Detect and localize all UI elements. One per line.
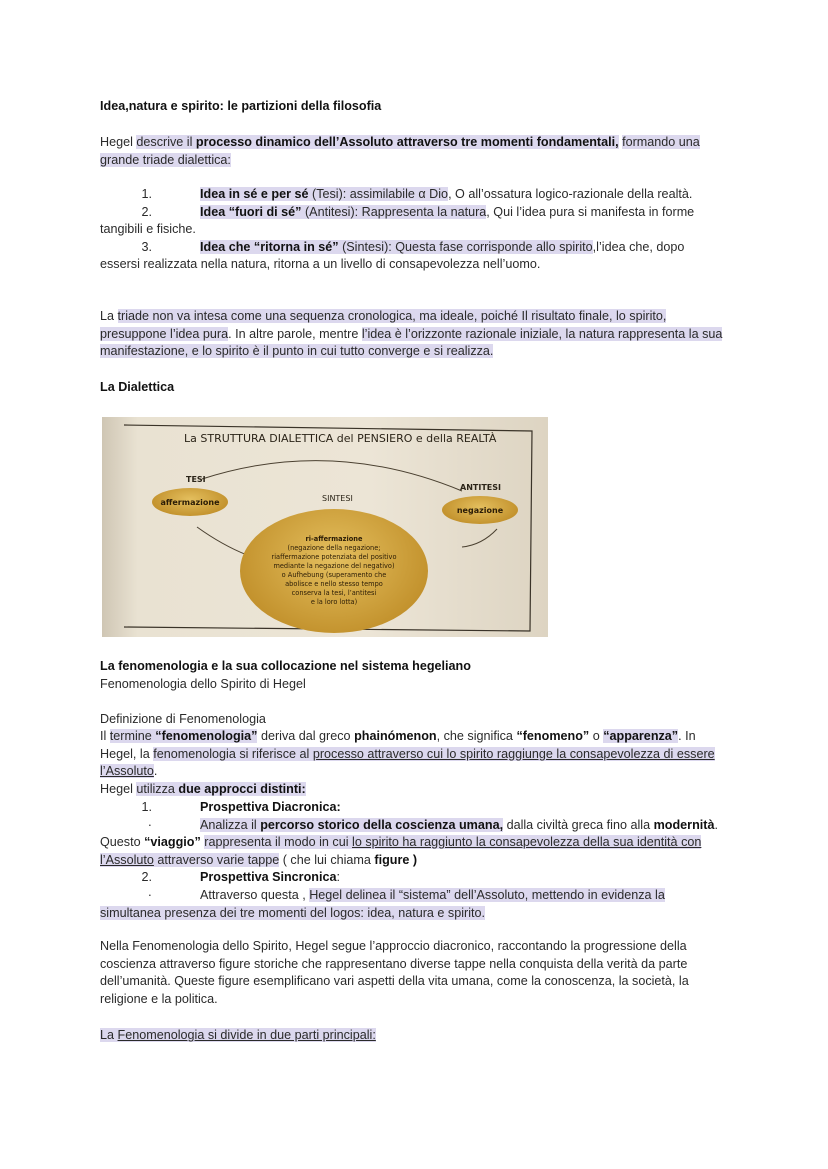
section-title: Idea,natura e spirito: le partizioni della filosofia: [100, 99, 382, 113]
text-segment: attraverso varie tappe: [153, 852, 280, 867]
text-segment: lo spirito ha raggiunto la consapevolezza della sua identità con l’Assoluto: [100, 835, 702, 867]
text-segment: Fenomenologia si divide in due parti principali:: [117, 1028, 376, 1042]
diacronica-item: 1. Prospettiva Diacronica:: [141, 800, 341, 814]
text-segment: fenomenologia si riferisce al: [153, 746, 313, 761]
tesi-label: TESI: [186, 475, 206, 484]
sintesi-line: riaffermazione potenziata del positivo: [271, 553, 397, 561]
text-segment: Attraverso questa ,: [200, 887, 310, 902]
sintesi-oval: [240, 509, 428, 633]
triad-item: 1. Idea in sé e per sé (Tesi): assimilabile α Dio, O all’ossatura logico-razionale della realtà.: [141, 187, 693, 201]
sintesi-line: conserva la tesi, l’antitesi: [291, 589, 377, 597]
text-segment: “fenomeno”: [516, 729, 590, 743]
text-segment: modernità: [653, 817, 715, 832]
text-segment: , Qui l’idea pura si manifesta in forme tangibili e fisiche.: [100, 204, 695, 237]
diacronica-bullet: · Analizza il percorso storico della coscienza umana, dalla civiltà greca fino alla modernità. Questo “viaggio” rappresenta il modo in cui lo spirito ha raggiunto la consapevolezza della sua identità con l’Assoluto attraverso varie tappe ( che lui chiama figure ): [100, 817, 718, 867]
text-segment: La: [100, 1028, 118, 1042]
text-segment: o: [589, 729, 604, 743]
text-segment: deriva dal greco: [257, 729, 355, 743]
triad-paragraph: [100, 308, 725, 361]
sintesi-line: abolisce e nello stesso tempo: [285, 580, 383, 588]
sintesi-label: SINTESI: [322, 494, 353, 503]
text-segment: , che significa: [436, 729, 517, 743]
arrow-tesi-antitesi: [202, 461, 462, 491]
text-segment: percorso storico della coscienza umana,: [260, 817, 504, 832]
triad-list: [100, 186, 725, 274]
antitesi-label: ANTITESI: [460, 483, 501, 492]
text-segment: Idea in sé e per sé: [200, 187, 309, 201]
sintesi-title: ri-affermazione: [305, 535, 363, 543]
text-segment: . In Hegel, la: [100, 729, 696, 761]
text-segment: Idea “fuori di sé”: [200, 204, 302, 219]
text-segment: ,l’idea che, dopo essersi realizzata nella natura, ritorna a un livello di consapevolezza nell’uomo.: [100, 239, 685, 272]
text-segment: ( che lui chiama: [279, 852, 375, 867]
text-segment: (Tesi): assimilabile α Dio: [308, 187, 449, 201]
text-segment: , O all’ossatura logico-razionale della realtà.: [448, 187, 693, 201]
diagram-title: La STRUTTURA DIALETTICA del PENSIERO e della REALTÀ: [184, 432, 497, 445]
text-segment: due approcci distinti:: [178, 782, 306, 796]
dialectic-diagram-image: [102, 417, 548, 637]
sintesi-line: mediante la negazione del negativo): [273, 562, 395, 570]
sincronica-item: 2. Prospettiva Sincronica:: [141, 870, 340, 885]
arrow-antitesi-sintesi: [462, 529, 497, 547]
text-segment: (Sintesi): Questa fase corrisponde allo spirito: [338, 239, 593, 254]
approcci-list: [100, 799, 725, 922]
triad-item: 3. Idea che “ritorna in sé” (Sintesi): Questa fase corrisponde allo spirito,l’idea che, dopo essersi realizzata nella natura, ritorna a un livello di consapevolezza nell’uomo.: [100, 239, 685, 272]
text-segment: “apparenza”: [603, 729, 679, 743]
text-segment: phainómenon: [354, 729, 437, 743]
text-segment: . Questo: [100, 817, 718, 850]
text-segment: . In altre parole, mentre: [228, 326, 362, 341]
text-segment: triade non va intesa come una sequenza cronologica, ma ideale, poiché Il risultato finale, lo spirito, presuppone l’idea pura: [100, 309, 667, 341]
text-segment: (Antitesi): Rappresenta la natura: [301, 204, 487, 219]
text-segment: .: [153, 764, 158, 779]
text-segment: utilizza: [136, 782, 179, 796]
text-segment: dalla civiltà greca fino alla: [503, 817, 654, 832]
sintesi-line: e la loro lotta): [310, 598, 358, 606]
sintesi-line: o Aufhebung (superamento che: [281, 571, 387, 579]
text-segment: processo attraverso cui lo spirito raggiunge la consapevolezza di essere l’Assoluto: [100, 746, 715, 779]
antitesi-oval: negazione: [442, 496, 518, 524]
text-segment: Il: [100, 729, 110, 743]
text-segment: termine: [109, 729, 156, 743]
dialettica-heading: La Dialettica: [100, 380, 175, 394]
text-segment: l’idea è l’orizzonte razionale iniziale, la natura rappresenta la sua manifestazione, e lo spirito è il punto in cui tutto converge e si realizza.: [100, 326, 723, 359]
definition-paragraph: [100, 728, 725, 781]
intro-paragraph: [100, 134, 725, 169]
approcci-line: [100, 781, 725, 799]
sincronica-bullet: · Attraverso questa , Hegel delinea il “sistema” dell’Assoluto, mettendo in evidenza la simultanea presenza dei tre momenti del logos: idea, natura e spirito.: [100, 887, 665, 920]
text-segment: Hegel: [100, 135, 137, 149]
final-paragraph: Nella Fenomenologia dello Spirito, Hegel segue l’approccio diacronico, raccontando la progressione della coscienza attraverso figure storiche che rappresentano diverse tappe nella conquista della verità da parte dell’umanità. Queste figure esemplificano vari aspetti della vita umana, come la conoscenza, la società, la religione e la politica.: [100, 939, 689, 1006]
text-segment: Hegel delinea il “sistema” dell’Assoluto, mettendo in evidenza la simultanea presenza dei tre momenti del logos: idea, natura e spirito.: [100, 887, 665, 920]
fenomenologia-heading: La fenomenologia e la sua collocazione nel sistema hegeliano: [100, 659, 471, 673]
arrow-sintesi-tesi: [197, 527, 247, 555]
text-segment: Idea che “ritorna in sé”: [200, 239, 339, 254]
sintesi-line: (negazione della negazione;: [287, 544, 381, 552]
definition-heading: Definizione di Fenomenologia: [100, 712, 266, 726]
text-segment: Hegel: [100, 782, 137, 796]
text-segment: “viaggio”: [144, 835, 201, 850]
text-segment: processo dinamico dell’Assoluto attraverso tre momenti fondamentali,: [195, 135, 619, 149]
text-segment: Analizza il: [200, 817, 261, 832]
text-segment: La: [100, 309, 118, 323]
fenomenologia-subtitle: Fenomenologia dello Spirito di Hegel: [100, 677, 306, 691]
text-segment: formando una grande triade dialettica:: [100, 135, 700, 167]
tesi-oval: affermazione: [152, 488, 228, 516]
text-segment: figure ): [374, 852, 418, 867]
fenomenologia-parts-line: [100, 1027, 725, 1045]
sintesi-description: [271, 544, 396, 607]
text-segment: rappresenta il modo in cui: [204, 835, 353, 850]
triad-item: 2. Idea “fuori di sé” (Antitesi): Rappresenta la natura, Qui l’idea pura si manifesta in forme tangibili e fisiche.: [100, 204, 695, 237]
text-segment: “fenomenologia”: [155, 729, 258, 743]
text-segment: descrive il: [136, 135, 196, 149]
